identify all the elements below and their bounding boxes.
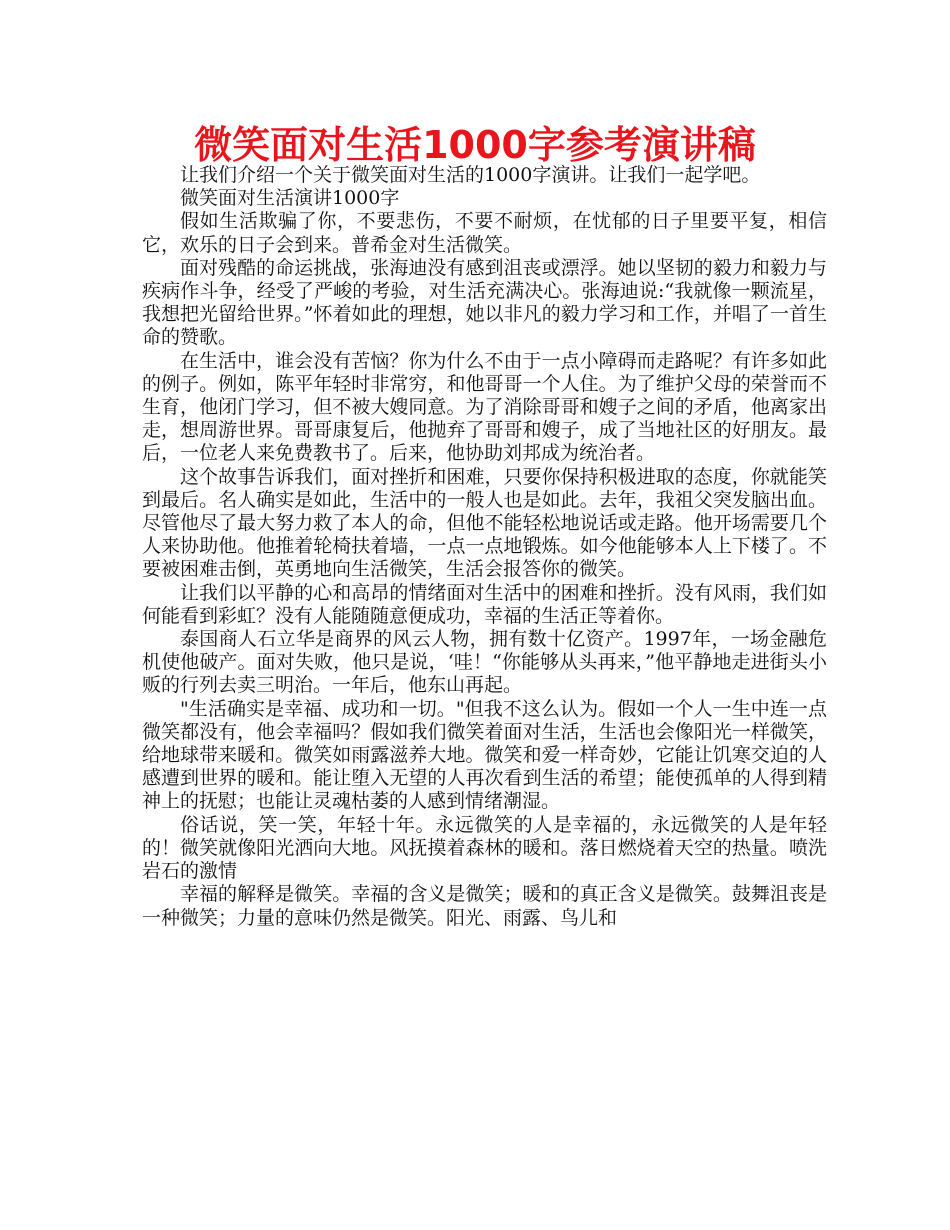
paragraph: 这个故事告诉我们，面对挫折和困难，只要你保持积极进取的态度，你就能笑到最后。名人确实是如此，生活中的一般人也是如此。去年，我祖父突发脑出血。尽管他尽了最大努力救了本人的命，但他不能轻松地说话或走路。他开场需要几个人来协助他。他推着轮椅扶着墙，一点一点地锻炼。如今他能够本人上下楼了。不要被困难击倒，英勇地向生活微笑，生活会报答你的微笑。: [142, 465, 827, 581]
paragraph-intro: 让我们介绍一个关于微笑面对生活的1000字演讲。让我们一起学吧。: [180, 164, 761, 186]
paragraph: 在生活中，谁会没有苦恼？你为什么不由于一点小障碍而走路呢？有许多如此的例子。例如，陈平年轻时非常穷，和他哥哥一个人住。为了维护父母的荣誉而不生育，他闭门学习，但不被大嫂同意。为了消除哥哥和嫂子之间的矛盾，他离家出走，想周游世界。哥哥康复后，他抛弃了哥哥和嫂子，成了当地社区的好朋友。最后，一位老人来免费教书了。后来，他协助刘邦成为统治者。: [142, 349, 827, 465]
paragraph: "生活确实是幸福、成功和一切。"但我不这么认为。假如一个人一生中连一点微笑都没有，他会幸福吗？假如我们微笑着面对生活，生活也会像阳光一样微笑，给地球带来暖和。微笑如雨露滋养大地。微笑和爱一样奇妙，它能让饥寒交迫的人感遭到世界的暖和。能让堕入无望的人再次看到生活的希望；能使孤单的人得到精神上的抚慰；也能让灵魂枯萎的人感到情绪潮湿。: [142, 697, 827, 813]
paragraph-subtitle: 微笑面对生活演讲1000字: [180, 187, 400, 210]
paragraph: 泰国商人石立华是商界的风云人物，拥有数十亿资产。1997年，一场金融危机使他破产。面对失败，他只是说，‘哇！“你能够从头再来，”他平静地走进街头小贩的行列去卖三明治。一年后，他东山再起。: [142, 628, 827, 697]
document-body: [142, 164, 827, 930]
paragraph: 面对残酷的命运挑战，张海迪没有感到沮丧或漂浮。她以坚韧的毅力和毅力与疾病作斗争，经受了严峻的考验，对生活充满决心。张海迪说:“我就像一颗流星，我想把光留给世界。”怀着如此的理想，她以非凡的毅力学习和工作，并唱了一首生命的赞歌。: [142, 256, 827, 349]
paragraph: 让我们以平静的心和高昂的情绪面对生活中的困难和挫折。没有风雨，我们如何能看到彩虹？没有人能随随意便成功，幸福的生活正等着你。: [142, 581, 827, 627]
paragraph: 幸福的解释是微笑。幸福的含义是微笑；暖和的真正含义是微笑。鼓舞沮丧是一种微笑；力量的意味仍然是微笑。阳光、雨露、鸟儿和: [142, 883, 827, 929]
paragraph: 俗话说，笑一笑，年轻十年。永远微笑的人是幸福的，永远微笑的人是年轻的！微笑就像阳光洒向大地。风抚摸着森林的暖和。落日燃烧着天空的热量。喷洗岩石的激情: [142, 813, 827, 883]
paragraph: 假如生活欺骗了你，不要悲伤，不要不耐烦，在忧郁的日子里要平复，相信它，欢乐的日子会到来。普希金对生活微笑。: [142, 210, 827, 256]
page-title: 微笑面对生活1000字参考演讲稿: [194, 123, 756, 167]
